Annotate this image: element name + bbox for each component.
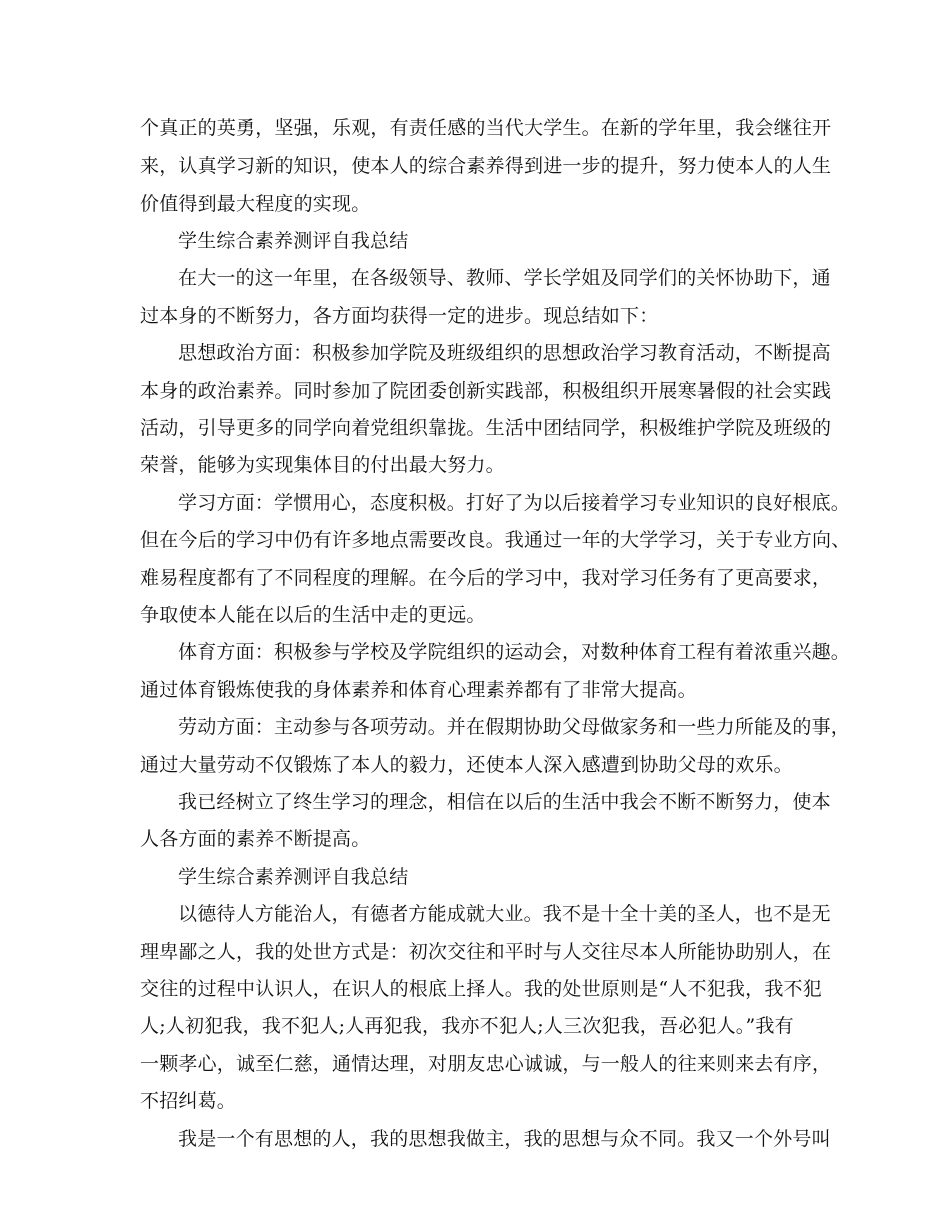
body-text-line: 荣誉，能够为实现集体目的付出最大努力。 (140, 454, 505, 476)
body-text-line: 劳动方面：主动参与各项劳动。并在假期协助父母做家务和一些力所能及的事， (178, 716, 851, 738)
body-text-line: 人各方面的素养不断提高。 (140, 828, 371, 850)
body-text-line: 通过大量劳动不仅锻炼了本人的毅力，还使本人深入感遭到协助父母的欢乐。 (140, 754, 793, 776)
body-text-line: 人;人初犯我，我不犯人;人再犯我，我亦不犯人;人三次犯我，吾必犯人。”我有 (140, 1015, 794, 1037)
body-text-line: 我是一个有思想的人，我的思想我做主，我的思想与众不同。我又一个外号叫 (178, 1128, 831, 1150)
body-text-line: 过本身的不断努力，各方面均获得一定的进步。现总结如下： (140, 305, 659, 327)
body-text-line: 学习方面：学惯用心，态度积极。打好了为以后接着学习专业知识的良好根底。 (178, 492, 851, 514)
body-text-line: 本身的政治素养。同时参加了院团委创新实践部，积极组织开展寒暑假的社会实践 (140, 380, 832, 402)
body-text-line: 我已经树立了终生学习的理念，相信在以后的生活中我会不断不断努力，使本 (178, 791, 831, 813)
section-heading: 学生综合素养测评自我总结 (178, 230, 409, 252)
body-text-line: 思想政治方面：积极参加学院及班级组织的思想政治学习教育活动，不断提高 (178, 342, 831, 364)
section-heading: 学生综合素养测评自我总结 (178, 866, 409, 888)
body-text-line: 理卑鄙之人，我的处世方式是：初次交往和平时与人交往尽本人所能协助别人，在 (140, 941, 832, 963)
body-text-line: 一颗孝心，诚至仁慈，通情达理，对朋友忠心诚诚，与一般人的往来则来去有序， (140, 1053, 832, 1075)
body-text-line: 争取使本人能在以后的生活中走的更远。 (140, 604, 486, 626)
body-text-line: 难易程度都有了不同程度的理解。在今后的学习中，我对学习任务有了更高要求， (140, 567, 832, 589)
body-text-line: 在大一的这一年里，在各级领导、教师、学长学姐及同学们的关怀协助下，通 (178, 267, 831, 289)
body-text-line: 体育方面：积极参与学校及学院组织的运动会，对数种体育工程有着浓重兴趣。 (178, 641, 851, 663)
body-text-line: 价值得到最大程度的实现。 (140, 193, 371, 215)
body-text-line: 活动，引导更多的同学向着党组织靠拢。生活中团结同学，积极维护学院及班级的 (140, 417, 832, 439)
body-text-line: 但在今后的学习中仍有许多地点需要改良。我通过一年的大学学习，关于专业方向、 (140, 529, 851, 551)
body-text-line: 通过体育锻炼使我的身体素养和体育心理素养都有了非常大提高。 (140, 679, 697, 701)
body-text-line: 不招纠葛。 (140, 1090, 237, 1112)
body-text-line: 个真正的英勇，坚强，乐观，有责任感的当代大学生。在新的学年里，我会继往开 (140, 117, 832, 139)
body-text-line: 以德待人方能治人，有德者方能成就大业。我不是十全十美的圣人，也不是无 (178, 903, 831, 925)
body-text-line: 交往的过程中认识人，在识人的根底上择人。我的处世原则是“人不犯我，我不犯 (140, 978, 822, 1000)
body-text-line: 来，认真学习新的知识，使本人的综合素养得到进一步的提升，努力使本人的人生 (140, 155, 832, 177)
